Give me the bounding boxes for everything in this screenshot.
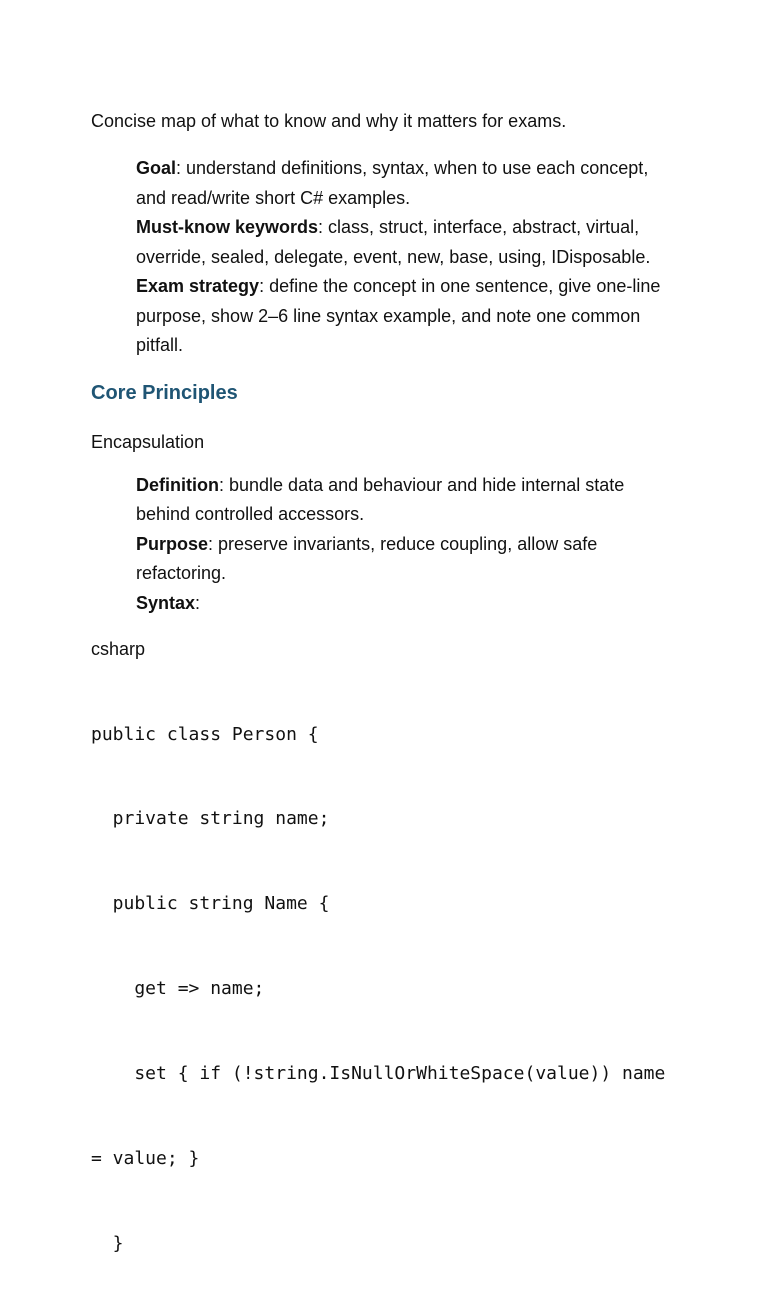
overview-item-strategy <box>136 272 676 361</box>
overview-term: Exam strategy <box>136 276 260 296</box>
code-line: get => name; <box>91 978 265 1000</box>
code-language-label: csharp <box>91 639 146 659</box>
overview-text: : define the concept in one sentence, give one-line purpose, show 2–6 line syntax example, and note one common pitfall. <box>136 276 661 355</box>
overview-item-goal <box>136 154 676 213</box>
code-line: public string Name { <box>91 893 330 915</box>
overview-item-keywords <box>136 213 676 272</box>
encapsulation-text: : bundle data and behaviour and hide internal state behind controlled accessors. <box>136 474 625 524</box>
overview-term: Must-know keywords <box>136 217 319 237</box>
encapsulation-term: Definition <box>136 474 219 495</box>
encapsulation-text: : preserve invariants, reduce coupling, allow safe refactoring. <box>136 533 598 583</box>
document-page <box>91 108 691 1315</box>
encapsulation-item-syntax <box>136 589 676 619</box>
code-line: } <box>91 1232 124 1254</box>
overview-list <box>136 154 676 361</box>
encapsulation-text: : <box>195 592 201 613</box>
encapsulation-term: Purpose <box>136 533 209 554</box>
intro-paragraph: Concise map of what to know and why it matters for exams. <box>91 111 567 131</box>
code-line: public class Person { <box>91 723 319 745</box>
encapsulation-list <box>136 471 676 619</box>
encapsulation-item-definition <box>136 471 676 530</box>
code-line: = value; } <box>91 1148 200 1170</box>
code-line: set { if (!string.IsNullOrWhiteSpace(value)) name <box>91 1063 666 1085</box>
section-heading: Core Principles <box>91 381 238 404</box>
code-line: private string name; <box>91 808 330 830</box>
overview-text: : class, struct, interface, abstract, virtual, override, sealed, delegate, event, new, base, using, IDisposable. <box>136 217 651 267</box>
encapsulation-item-purpose <box>136 530 676 589</box>
code-block <box>91 664 691 1315</box>
overview-text: : understand definitions, syntax, when to use each concept, and read/write short C# examples. <box>136 158 649 208</box>
subsection-title: Encapsulation <box>91 431 205 452</box>
encapsulation-term: Syntax <box>136 592 196 613</box>
overview-term: Goal <box>136 158 177 178</box>
